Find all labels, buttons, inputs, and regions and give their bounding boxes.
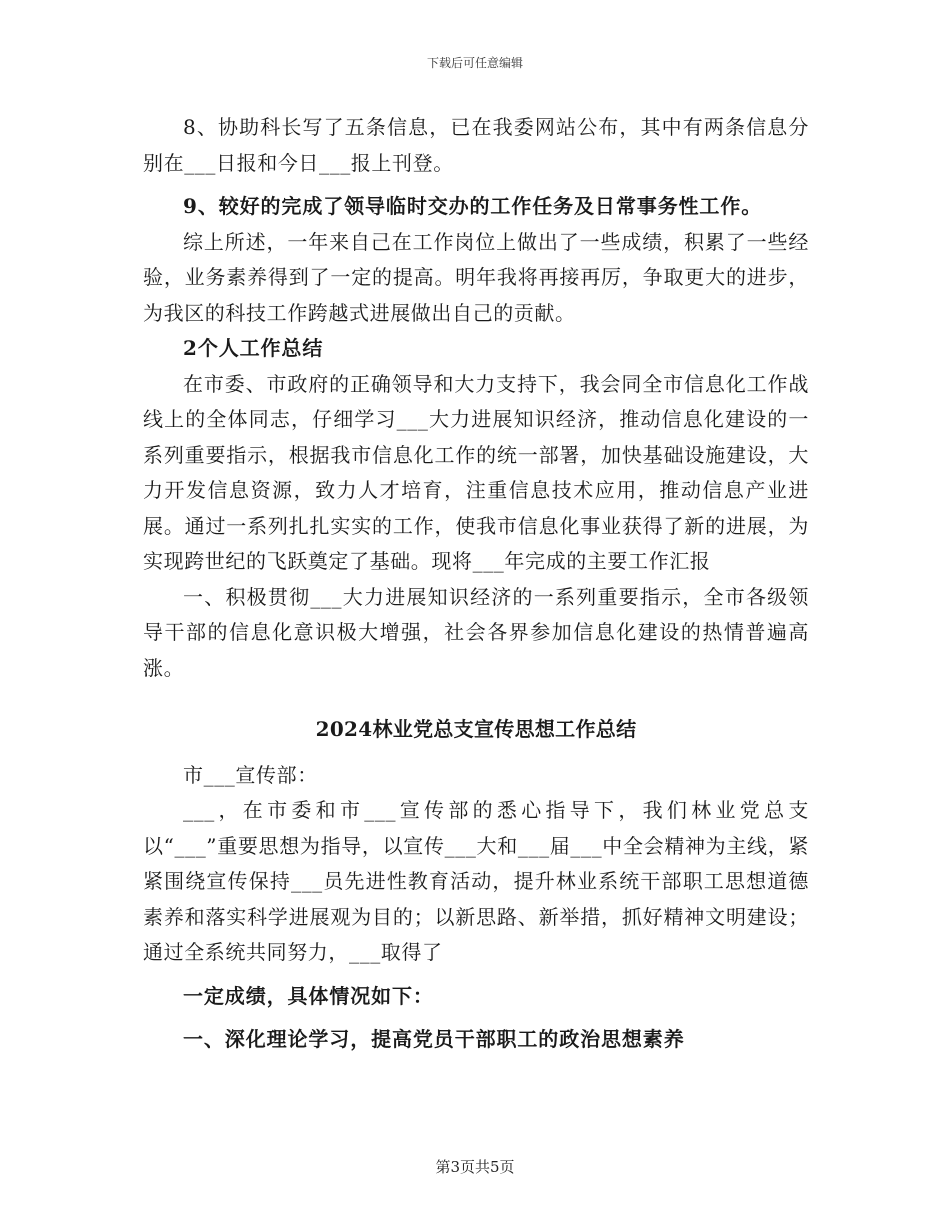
paragraph-item-8: 8、协助科长写了五条信息，已在我委网站公布，其中有两条信息分别在___日报和今日___报上刊登。 <box>143 115 809 175</box>
paragraph-informatization: 在市委、市政府的正确领导和大力支持下，我会同全市信息化工作战线上的全体同志，仔细学习___大力进展知识经济，推动信息化建设的一系列重要指示，根据我市信息化工作的统一部署，加快基础设施建设，大力开发信息资源，致力人才培育，注重信息技术应用，推动信息产业进展。通过一系列扎扎实实的工作，使我市信息化事业获得了新的进展，为实现跨世纪的飞跃奠定了基础。现将___年完成的主要工作汇报 <box>143 371 809 573</box>
subheading-personal-summary: 2个人工作总结 <box>183 336 324 360</box>
page-number: 第3页共5页 <box>435 1158 515 1176</box>
salutation: 市___宣传部： <box>183 762 318 787</box>
header-note: 下载后可任意编辑 <box>426 56 523 70</box>
paragraph-item-9: 9、较好的完成了领导临时交办的工作任务及日常事务性工作。 <box>183 194 763 218</box>
document-body <box>143 110 809 1058</box>
paragraph-forestry-intro: ___，在市委和市___宣传部的悉心指导下，我们林业党总支以“___”重要思想为指导，以宣传___大和___届___中全会精神为主线，紧紧围绕宣传保持___员先进性教育活动，提升林业系统干部职工思想道德素养和落实科学进展观为目的；以新思路、新举措，抓好精神文明建设；通过全系统共同努力，___取得了 <box>143 798 809 964</box>
paragraph-section-one: 一、积极贯彻___大力进展知识经济的一系列重要指示，全市各级领导干部的信息化意识极大增强，社会各界参加信息化建设的热情普遍高涨。 <box>143 584 809 680</box>
paragraph-achievements: 一定成绩，具体情况如下： <box>183 983 434 1008</box>
heading-section-one: 一、深化理论学习，提高党员干部职工的政治思想素养 <box>183 1027 685 1051</box>
document-title: 2024林业党总支宣传思想工作总结 <box>315 717 637 741</box>
paragraph-summary: 综上所述，一年来自己在工作岗位上做出了一些成绩，积累了一些经验，业务素养得到了一定的提高。明年我将再接再厉，争取更大的进步，为我区的科技工作跨越式进展做出自己的贡献。 <box>143 229 809 325</box>
